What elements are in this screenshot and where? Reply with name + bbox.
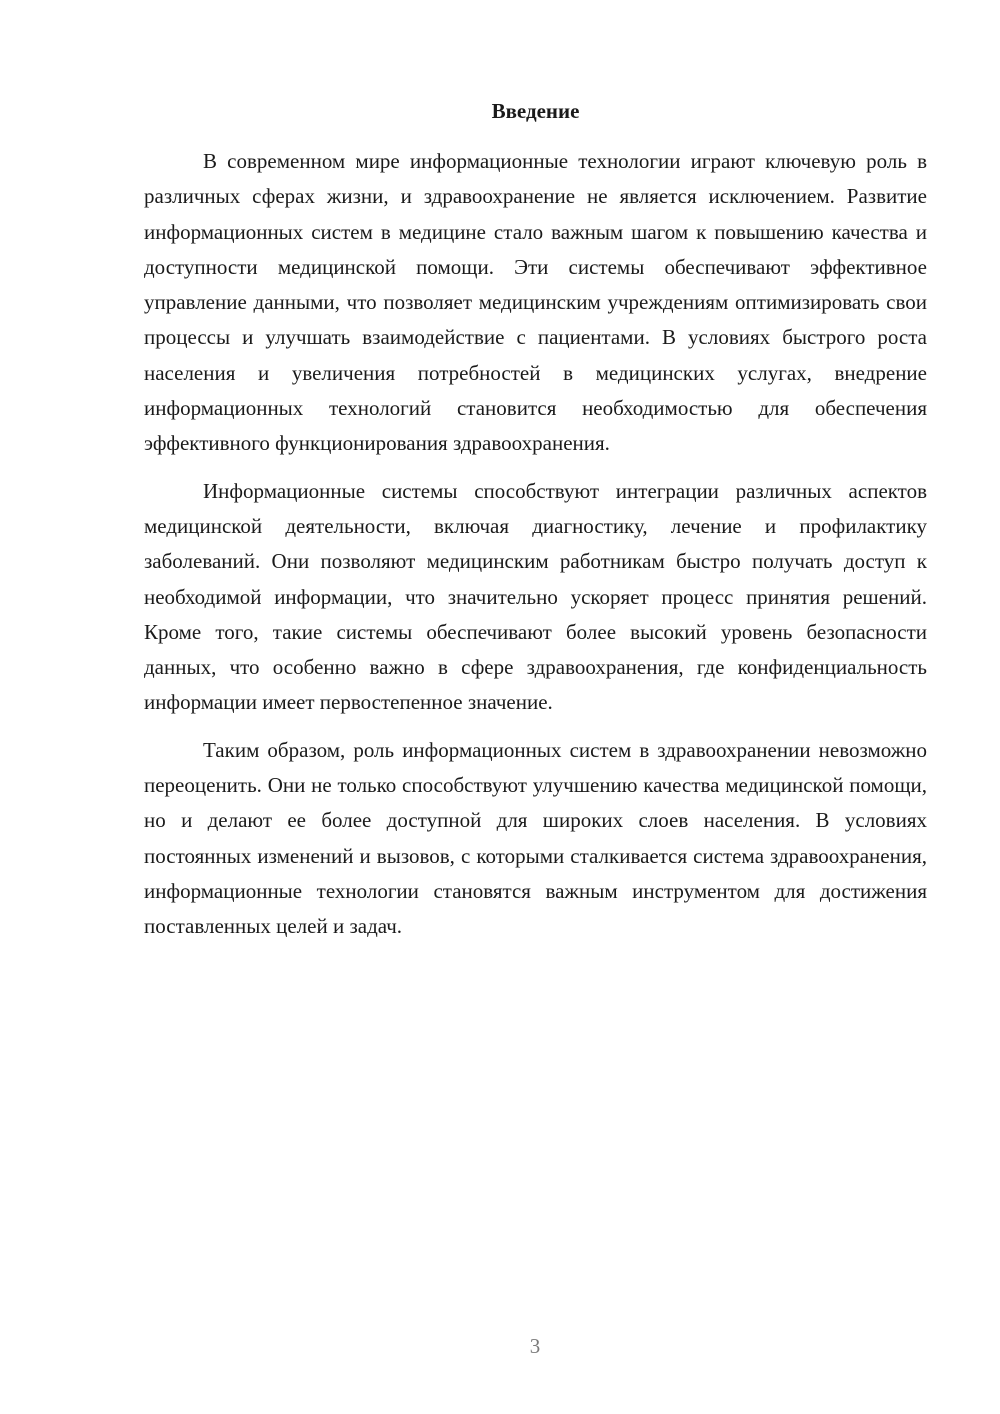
paragraph-1: В современном мире информационные технологии играют ключевую роль в различных сферах жизни, и здравоохранение не является исключением. Развитие информационных систем в медицине стало важным шагом к повышению качества и доступности медицинской помощи. Эти системы обеспечивают эффективное управление данными, что позволяет медицинским учреждениям оптимизировать свои процессы и улучшать взаимодействие с пациентами. В условиях быстрого роста населения и увеличения потребностей в медицинских услугах, внедрение информационных технологий становится необходимостью для обеспечения эффективного функционирования здравоохранения. xyxy=(144,149,927,456)
paragraph-2: Информационные системы способствуют интеграции различных аспектов медицинской деятельности, включая диагностику, лечение и профилактику заболеваний. Они позволяют медицинским работникам быстро получать доступ к необходимой информации, что значительно ускоряет процесс принятия решений. Кроме того, такие системы обеспечивают более высокий уровень безопасности данных, что особенно важно в сфере здравоохранения, где конфиденциальность информации имеет первостепенное значение. xyxy=(144,478,927,715)
document-body xyxy=(144,144,927,957)
page-number: 3 xyxy=(529,1334,541,1358)
paragraph-3: Таким образом, роль информационных систем в здравоохранении невозможно переоценить. Они не только способствуют улучшению качества медицинской помощи, но и делают ее более доступной для широких слоев населения. В условиях постоянных изменений и вызовов, с которыми сталкивается система здравоохранения, информационные технологии становятся важным инструментом для достижения поставленных целей и задач. xyxy=(144,737,927,939)
section-heading: Введение xyxy=(491,99,580,123)
